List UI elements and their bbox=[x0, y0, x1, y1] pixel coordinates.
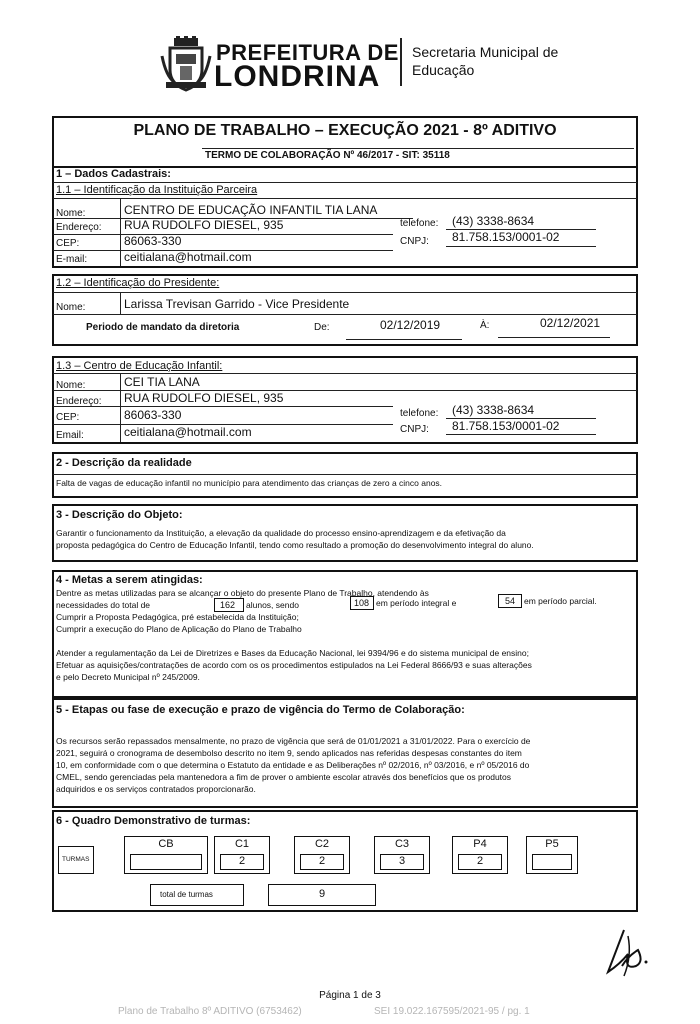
section-4-line3: Cumprir a Proposta Pedagógica, pré estabelecida da Instituição; bbox=[56, 612, 299, 622]
cei-telefone-label: telefone: bbox=[400, 408, 439, 419]
mandato-end: 02/12/2021 bbox=[540, 316, 601, 330]
rule bbox=[53, 373, 637, 374]
class-count: 2 bbox=[476, 855, 484, 867]
section-4-line2c: em período integral e bbox=[376, 598, 457, 608]
institution-address: RUA RUDOLFO DIESEL, 935 bbox=[124, 218, 284, 232]
cei-endereco-label: Endereço: bbox=[56, 396, 102, 407]
section-1-heading: 1 – Dados Cadastrais: bbox=[56, 168, 171, 180]
mandato-de-label: De: bbox=[314, 322, 330, 333]
section-4-line7: e pelo Decreto Municipal nº 245/2009. bbox=[56, 672, 200, 682]
section-4-line2a: necessidades do total de bbox=[56, 600, 151, 610]
class-count-box bbox=[130, 854, 202, 870]
mandato-label: Periodo de mandato da diretoria bbox=[86, 322, 240, 333]
title-separator bbox=[202, 148, 634, 149]
rule bbox=[120, 293, 121, 315]
president-nome-label: Nome: bbox=[56, 302, 86, 313]
institution-phone: (43) 3338-8634 bbox=[452, 214, 535, 228]
institution-cep: 86063-330 bbox=[124, 234, 182, 248]
rule bbox=[53, 182, 637, 183]
header-secretaria-line2: Educação bbox=[412, 62, 475, 78]
section-4-line4: Cumprir a execução do Plano de Aplicação do Plano de Trabalho bbox=[56, 624, 302, 634]
class-count: 2 bbox=[238, 855, 246, 867]
class-count: 3 bbox=[398, 855, 406, 867]
cei-cnpj: 81.758.153/0001-02 bbox=[452, 419, 560, 433]
class-name: C3 bbox=[394, 838, 410, 850]
rule bbox=[446, 246, 596, 247]
telefone-label: telefone: bbox=[400, 218, 439, 229]
rule bbox=[120, 374, 121, 442]
footer-watermark-right: SEI 19.022.167595/2021-95 / pg. 1 bbox=[374, 1006, 530, 1017]
section-2-text: Falta de vagas de educação infantil no município para atendimento das crianças de zero a cinco anos. bbox=[56, 478, 443, 488]
email-label: E-mail: bbox=[56, 254, 88, 265]
cei-cnpj-label: CNPJ: bbox=[400, 424, 429, 435]
class-name: CB bbox=[158, 838, 174, 850]
rule bbox=[53, 234, 393, 235]
section-4-line2d: em período parcial. bbox=[524, 596, 597, 606]
turmas-label: TURMAS bbox=[62, 856, 90, 863]
cnpj-label: CNPJ: bbox=[400, 236, 429, 247]
section-5-line2: 2021, seguirá o cronograma de desembolso descrito no item 9, sendo aplicados nas referidas despesas constantes do item bbox=[56, 748, 522, 758]
institution-cnpj: 81.758.153/0001-02 bbox=[452, 230, 560, 244]
total-turmas-label: total de turmas bbox=[160, 890, 213, 899]
cei-phone: (43) 3338-8634 bbox=[452, 403, 535, 417]
coat-of-arms-icon bbox=[160, 36, 212, 92]
section-4-line1: Dentre as metas utilizadas para se alcançar o objeto do presente Plano de Trabalho, atendendo às bbox=[56, 588, 429, 598]
total-alunos: 162 bbox=[220, 600, 236, 610]
cei-cep-label: CEP: bbox=[56, 412, 80, 423]
cei-cep: 86063-330 bbox=[124, 408, 182, 422]
document-subtitle: TERMO DE COLABORAÇÃO Nº 46/2017 - SIT: 35118 bbox=[205, 150, 450, 161]
cei-email-label: Email: bbox=[56, 430, 84, 441]
cei-address: RUA RUDOLFO DIESEL, 935 bbox=[124, 391, 284, 405]
mandato-start: 02/12/2019 bbox=[380, 318, 441, 332]
rule bbox=[120, 199, 121, 266]
class-count-box bbox=[532, 854, 572, 870]
section-4-line6: Efetuar as aquisições/contratações de acordo com os os procedimentos estipulados na Lei Federal 8666/93 e suas alterações bbox=[56, 660, 532, 670]
section-3-heading: 3 - Descrição do Objeto: bbox=[56, 509, 183, 521]
rule bbox=[498, 337, 610, 338]
rule bbox=[446, 434, 596, 435]
section-2-heading: 2 - Descrição da realidade bbox=[56, 457, 192, 469]
class-name: P5 bbox=[545, 838, 559, 850]
section-5-line4: 10, em conformidade com o que determina o Estatuto da entidade e as Deliberações nº 02/2016, nº 03/2016, e nº 05/2016 do bbox=[56, 760, 530, 770]
cei-email: ceitialana@hotmail.com bbox=[124, 425, 252, 439]
endereco-label: Endereço: bbox=[56, 222, 102, 233]
rule bbox=[53, 406, 393, 407]
institution-name: CENTRO DE EDUCAÇÃO INFANTIL TIA LANA bbox=[124, 203, 378, 217]
rule bbox=[346, 339, 462, 340]
section-3-line2: proposta pedagógica do Centro de Educação Infantil, tendo como resultado a promoção do desenvolvimento integral do aluno. bbox=[56, 540, 534, 550]
section-4-line2b: alunos, sendo bbox=[246, 600, 299, 610]
header-divider bbox=[400, 38, 402, 86]
cep-label: CEP: bbox=[56, 238, 80, 249]
page-number: Página 1 de 3 bbox=[319, 990, 381, 1001]
section-1-3-heading: 1.3 – Centro de Educação Infantil: bbox=[56, 360, 223, 372]
signature bbox=[598, 926, 654, 980]
president-name: Larissa Trevisan Garrido - Vice Presidente bbox=[124, 297, 350, 311]
section-3-line1: Garantir o funcionamento da Instituição, a elevação da qualidade do processo ensino-aprendizagem e da efetivação da bbox=[56, 528, 506, 538]
section-5-heading: 5 - Etapas ou fase de execução e prazo de vigência do Termo de Colaboração: bbox=[56, 704, 465, 716]
class-name: C2 bbox=[314, 838, 330, 850]
section-4-heading: 4 - Metas a serem atingidas: bbox=[56, 574, 203, 586]
section-5-line6: adquiridos e os serviços contratados proporcionarão. bbox=[56, 784, 256, 794]
cei-nome-label: Nome: bbox=[56, 380, 86, 391]
total-turmas: 9 bbox=[318, 888, 326, 900]
document-title: PLANO DE TRABALHO – EXECUÇÃO 2021 - 8º ADITIVO bbox=[133, 122, 557, 139]
rule bbox=[53, 198, 637, 199]
section-1-1-heading: 1.1 – Identificação da Instituição Parceira bbox=[56, 184, 258, 196]
class-count: 2 bbox=[318, 855, 326, 867]
institution-email: ceitialana@hotmail.com bbox=[124, 250, 252, 264]
nome-label: Nome: bbox=[56, 208, 86, 219]
integral-count: 108 bbox=[354, 598, 370, 608]
header-secretaria-line1: Secretaria Municipal de bbox=[412, 44, 559, 60]
class-name: P4 bbox=[473, 838, 487, 850]
mandato-a-label: À: bbox=[480, 320, 490, 331]
cei-name: CEI TIA LANA bbox=[124, 375, 200, 389]
section-1-2-heading: 1.2 – Identificação do Presidente: bbox=[56, 277, 220, 289]
header-city: LONDRINA bbox=[214, 60, 381, 93]
class-name: C1 bbox=[234, 838, 250, 850]
rule bbox=[53, 292, 637, 293]
rule bbox=[53, 474, 637, 475]
section-6-heading: 6 - Quadro Demonstrativo de turmas: bbox=[56, 815, 251, 827]
rule bbox=[53, 314, 637, 315]
header-prefeitura: PREFEITURA DE bbox=[216, 40, 399, 65]
footer-watermark-left: Plano de Trabalho 8º ADITIVO (6753462) bbox=[118, 1006, 302, 1017]
section-4-line5: Atender a regulamentação da Lei de Diretrizes e Bases da Educação Nacional, lei 9394/96 e do sistema municipal de ensino; bbox=[56, 648, 529, 658]
section-5-line5: CMEL, sendo gerenciadas pela mantenedora a fim de prover o ambiente escolar através dos benefícios que os produtos bbox=[56, 772, 512, 782]
section-5-line1: Os recursos serão repassados mensalmente, no prazo de vigência que será de 01/01/2021 a 31/01/2022. Para o exercício de bbox=[56, 736, 531, 746]
parcial-count: 54 bbox=[505, 596, 516, 606]
